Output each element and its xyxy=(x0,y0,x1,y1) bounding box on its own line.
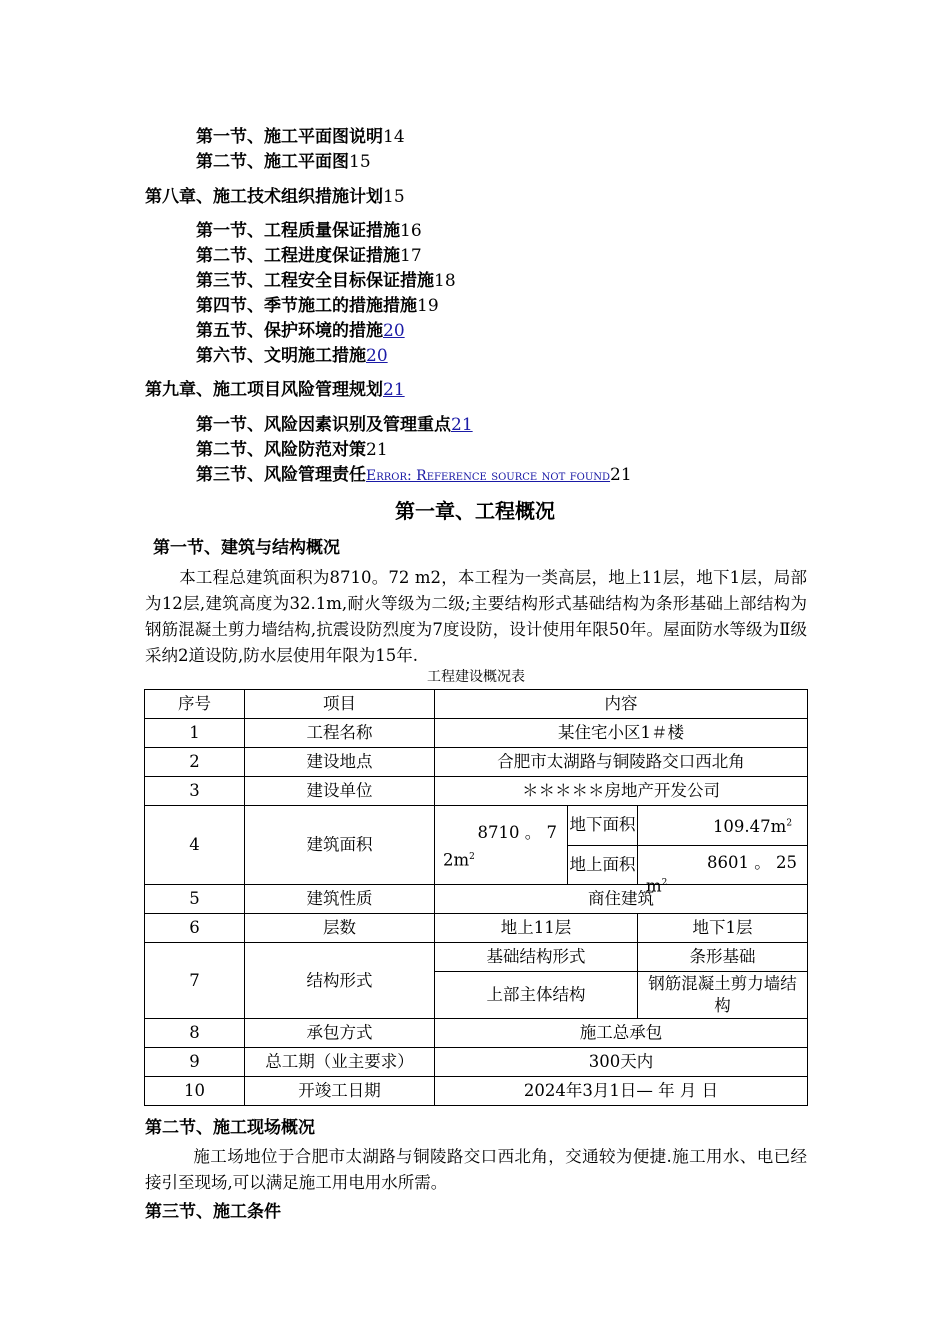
cell-upper-structure-value: 钢筋混凝土剪力墙结构 xyxy=(638,972,808,1019)
cell-floors-above: 地上11层 xyxy=(435,914,638,943)
toc-page-link[interactable]: 20 xyxy=(383,321,405,341)
toc-title: 第六节、文明施工措施 xyxy=(196,346,366,366)
cell-content: 商住建筑 xyxy=(435,885,808,914)
cell-content: 某住宅小区1＃楼 xyxy=(435,719,808,748)
table-row xyxy=(145,748,808,777)
cell-item: 建筑面积 xyxy=(245,806,435,885)
toc-title: 第二节、风险防范对策 xyxy=(196,440,366,460)
toc-title: 第二节、施工平面图 xyxy=(196,152,349,172)
toc-title: 第三节、工程安全目标保证措施 xyxy=(196,271,434,291)
table-row xyxy=(145,943,808,972)
cell-no: 5 xyxy=(145,885,245,914)
toc-page: 15 xyxy=(383,187,405,207)
cell-item: 总工期（业主要求） xyxy=(245,1048,435,1077)
cell-no: 7 xyxy=(145,943,245,1019)
toc-entry[interactable] xyxy=(196,270,456,292)
table-row xyxy=(145,1077,808,1106)
aboveground-area-part1: 8601 。 25 xyxy=(707,852,798,872)
cell-no: 6 xyxy=(145,914,245,943)
toc-entry[interactable] xyxy=(196,439,388,461)
cell-item: 工程名称 xyxy=(245,719,435,748)
toc-entry[interactable] xyxy=(196,414,473,436)
toc-title: 第一节、施工平面图说明 xyxy=(196,127,383,147)
total-area-part1: 8710 。 7 xyxy=(477,823,557,842)
toc-chapter-entry[interactable] xyxy=(145,186,405,208)
toc-entry[interactable] xyxy=(196,295,439,317)
toc-page-link[interactable]: 21 xyxy=(451,415,473,435)
cell-upper-structure-label: 上部主体结构 xyxy=(435,972,638,1019)
table-row xyxy=(145,1019,808,1048)
toc-entry[interactable] xyxy=(196,320,405,342)
cell-no: 9 xyxy=(145,1048,245,1077)
cell-no: 2 xyxy=(145,748,245,777)
table-row xyxy=(145,914,808,943)
cell-content: 施工总承包 xyxy=(435,1019,808,1048)
toc-error-link[interactable]: Error: Reference source not found xyxy=(366,468,611,484)
cell-content: 2024年3月1日— 年 月 日 xyxy=(435,1077,808,1106)
toc-page: 21 xyxy=(366,440,388,460)
header-cell: 序号 xyxy=(145,690,245,719)
section-title: 第三节、施工条件 xyxy=(145,1202,281,1222)
toc-entry[interactable] xyxy=(196,126,405,148)
cell-total-area xyxy=(435,806,568,885)
toc-title: 第一节、风险因素识别及管理重点 xyxy=(196,415,451,435)
cell-aboveground-label: 地上面积 xyxy=(568,845,638,885)
underground-area: 109.47m xyxy=(712,817,787,836)
toc-title: 第九章、施工项目风险管理规划 xyxy=(145,380,383,400)
table-row xyxy=(145,1048,808,1077)
cell-foundation-value: 条形基础 xyxy=(638,943,808,972)
cell-content: 合肥市太湖路与铜陵路交口西北角 xyxy=(435,748,808,777)
cell-no: 8 xyxy=(145,1019,245,1048)
superscript: 2 xyxy=(661,877,668,888)
cell-underground-label: 地下面积 xyxy=(568,806,638,846)
table-row xyxy=(145,806,808,846)
toc-title: 第五节、保护环境的措施 xyxy=(196,321,383,341)
toc-entry[interactable] xyxy=(196,151,371,173)
superscript: 2 xyxy=(469,852,475,862)
project-overview-table xyxy=(144,689,808,1106)
toc-entry[interactable] xyxy=(196,345,388,367)
paragraph-text: 施工场地位于合肥市太湖路与铜陵路交口西北角，交通较为便捷.施工用水、电已经接引至现场,可以满足施工用电用水所需。 xyxy=(145,1147,807,1192)
header-cell: 内容 xyxy=(435,690,808,719)
header-cell: 项目 xyxy=(245,690,435,719)
toc-page: 16 xyxy=(400,221,422,241)
toc-page: 21 xyxy=(610,465,632,485)
toc-page-link[interactable]: 21 xyxy=(383,380,405,400)
chapter-title: 第一章、工程概况 xyxy=(395,499,555,523)
toc-page: 19 xyxy=(417,296,439,316)
toc-title: 第八章、施工技术组织措施计划 xyxy=(145,187,383,207)
toc-page: 18 xyxy=(434,271,456,291)
toc-page: 15 xyxy=(349,152,371,172)
toc-entry[interactable] xyxy=(196,245,422,267)
total-area-part2: 2m xyxy=(443,850,470,870)
cell-underground-value xyxy=(638,806,808,846)
section-title: 第一节、建筑与结构概况 xyxy=(153,538,340,558)
toc-page-link[interactable]: 20 xyxy=(366,346,388,366)
cell-item: 承包方式 xyxy=(245,1019,435,1048)
paragraph-text: 本工程总建筑面积为8710。72 m2，本工程为一类高层，地上11层，地下1层，局部为12层,建筑高度为32.1m,耐火等级为二级;主要结构形式基础结构为条形基础上部结构为钢筋混凝土剪力墙结构,抗震设防烈度为7度设防，设计使用年限50年。屋面防水等级为Ⅱ级采纳2道设防,防水层使用年限为15年. xyxy=(145,568,808,665)
toc-entry[interactable] xyxy=(196,220,422,242)
body-paragraph xyxy=(145,1144,807,1196)
toc-title: 第三节、风险管理责任 xyxy=(196,465,366,485)
cell-content: ＊＊＊＊＊房地产开发公司 xyxy=(435,777,808,806)
cell-content: 300天内 xyxy=(435,1048,808,1077)
toc-chapter-entry[interactable] xyxy=(145,379,405,401)
cell-item: 层数 xyxy=(245,914,435,943)
cell-item: 建筑性质 xyxy=(245,885,435,914)
cell-aboveground-value xyxy=(638,845,808,896)
section-title: 第二节、施工现场概况 xyxy=(145,1118,315,1138)
cell-item: 结构形式 xyxy=(245,943,435,1019)
toc-title: 第四节、季节施工的措施措施 xyxy=(196,296,417,316)
cell-item: 建设地点 xyxy=(245,748,435,777)
cell-item: 建设单位 xyxy=(245,777,435,806)
toc-entry[interactable] xyxy=(196,464,632,487)
superscript: 2 xyxy=(786,818,793,829)
body-paragraph xyxy=(145,565,807,669)
aboveground-area-part2: m xyxy=(646,876,662,896)
table-caption: 工程建设概况表 xyxy=(427,669,525,685)
cell-no: 4 xyxy=(145,806,245,885)
table-row xyxy=(145,777,808,806)
table-row xyxy=(145,885,808,914)
cell-no: 3 xyxy=(145,777,245,806)
cell-item: 开竣工日期 xyxy=(245,1077,435,1106)
cell-no: 1 xyxy=(145,719,245,748)
cell-foundation-label: 基础结构形式 xyxy=(435,943,638,972)
toc-title: 第一节、工程质量保证措施 xyxy=(196,221,400,241)
toc-page: 17 xyxy=(400,246,422,266)
table-row xyxy=(145,719,808,748)
toc-title: 第二节、工程进度保证措施 xyxy=(196,246,400,266)
cell-no: 10 xyxy=(145,1077,245,1106)
table-header-row xyxy=(145,690,808,719)
toc-page: 14 xyxy=(383,127,405,147)
cell-floors-below: 地下1层 xyxy=(638,914,808,943)
